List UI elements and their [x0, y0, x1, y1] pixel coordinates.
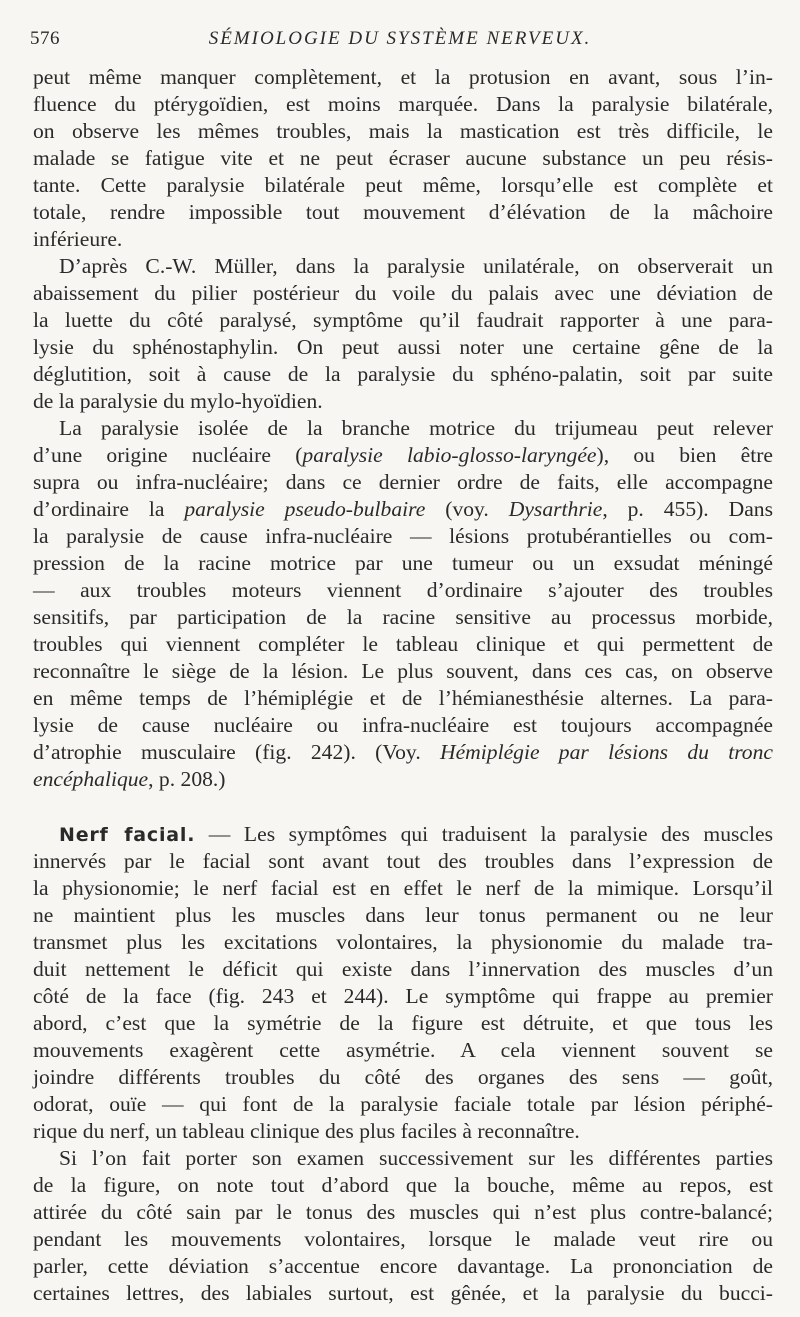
- paragraph-5: [33, 1145, 773, 1307]
- text-line: Nerf facial. — Les symptômes qui traduisent la paralysie des muscles: [59, 822, 773, 846]
- text-line: innervés par le facial sont avant tout des troubles dans l’expression de: [33, 849, 773, 873]
- text-line: inférieure.: [33, 227, 123, 251]
- text-line: d’ordinaire la paralysie pseudo-bulbaire (voy. Dysarthrie, p. 455). Dans: [33, 497, 773, 521]
- section-gap: [33, 793, 773, 821]
- text-line: troubles qui viennent compléter le tableau clinique et qui permettent de: [33, 632, 773, 656]
- text-line: de la figure, on note tout d’abord que la bouche, même au repos, est: [33, 1173, 773, 1197]
- italic-term: paralysie pseudo-bulbaire: [184, 497, 426, 521]
- italic-reference: encéphalique: [33, 767, 149, 791]
- text-line: côté de la face (fig. 243 et 244). Le symptôme qui frappe au premier: [33, 984, 773, 1008]
- text-line: encéphalique, p. 208.): [33, 767, 226, 791]
- text-line: duit nettement le déficit qui existe dans l’innervation des muscles d’un: [33, 957, 773, 981]
- text-line: Si l’on fait porter son examen successivement sur les différentes parties: [59, 1146, 773, 1170]
- text-line: déglutition, soit à cause de la paralysie du sphéno-palatin, soit par suite: [33, 362, 773, 386]
- text-line: mouvements exagèrent cette asymétrie. A cela viennent souvent se: [33, 1038, 773, 1062]
- text-line: joindre différents troubles du côté des organes des sens — goût,: [33, 1065, 773, 1089]
- text-line: la luette du côté paralysé, symptôme qu’il faudrait rapporter à une para-: [33, 308, 773, 332]
- text-line: D’après C.-W. Müller, dans la paralysie unilatérale, on observerait un: [59, 254, 773, 278]
- italic-reference: Dysarthrie: [508, 497, 603, 521]
- text-line: pendant les mouvements volontaires, lorsque le malade veut rire ou: [33, 1227, 773, 1251]
- section-heading: Nerf facial.: [59, 824, 196, 846]
- body-text: [33, 64, 773, 1307]
- text-line: abord, c’est que la symétrie de la figure est détruite, et que tous les: [33, 1011, 773, 1035]
- text-line: pression de la racine motrice par une tumeur ou un exsudat méningé: [33, 551, 773, 575]
- italic-reference: Hémiplégie par lésions du tronc: [440, 740, 773, 764]
- text-line: malade se fatigue vite et ne peut écraser aucune substance un peu résis-: [33, 146, 773, 170]
- text-line: La paralysie isolée de la branche motrice du trijumeau peut relever: [59, 416, 773, 440]
- text-line: abaissement du pilier postérieur du voile du palais avec une déviation de: [33, 281, 773, 305]
- text-line: fluence du ptérygoïdien, est moins marquée. Dans la paralysie bilatérale,: [33, 92, 773, 116]
- text-line: transmet plus les excitations volontaires, la physionomie du malade tra-: [33, 930, 773, 954]
- text-line: parler, cette déviation s’accentue encore davantage. La prononciation de: [33, 1254, 773, 1278]
- text-line: odorat, ouïe — qui font de la paralysie faciale totale par lésion périphé-: [33, 1092, 773, 1116]
- text-line: tante. Cette paralysie bilatérale peut même, lorsqu’elle est complète et: [33, 173, 773, 197]
- text-line: la physionomie; le nerf facial est en effet le nerf de la mimique. Lorsqu’il: [33, 876, 773, 900]
- text-line: supra ou infra-nucléaire; dans ce dernier ordre de faits, elle accompagne: [33, 470, 773, 494]
- paragraph-nerf-facial: [33, 821, 773, 1145]
- running-head: [30, 28, 770, 54]
- text-line: d’atrophie musculaire (fig. 242). (Voy. Hémiplégie par lésions du tronc: [33, 740, 773, 764]
- text-line: d’une origine nucléaire (paralysie labio-glosso-laryngée), ou bien être: [33, 443, 773, 467]
- text-line: certaines lettres, des labiales surtout, est gênée, et la paralysie du bucci-: [33, 1281, 773, 1305]
- page-number: 576: [30, 28, 60, 49]
- text-line: de la paralysie du mylo-hyoïdien.: [33, 389, 323, 413]
- text-line: peut même manquer complètement, et la protusion en avant, sous l’in-: [33, 65, 773, 89]
- text-line: sensitifs, par participation de la racine sensitive au processus morbide,: [33, 605, 773, 629]
- text-line: attirée du côté sain par le tonus des muscles qui n’est plus contre-balancé;: [33, 1200, 773, 1224]
- paragraph-2: [33, 253, 773, 415]
- text-line: — aux troubles moteurs viennent d’ordinaire s’ajouter des troubles: [33, 578, 773, 602]
- text-line: en même temps de l’hémiplégie et de l’hémianesthésie alternes. La para-: [33, 686, 773, 710]
- running-title: SÉMIOLOGIE DU SYSTÈME NERVEUX.: [208, 28, 592, 49]
- text-line: ne maintient plus les muscles dans leur tonus permanent ou ne leur: [33, 903, 773, 927]
- paragraph-1: [33, 64, 773, 253]
- text-line: lysie du sphénostaphylin. On peut aussi noter une certaine gêne de la: [33, 335, 773, 359]
- italic-term: paralysie labio-glosso-laryngée: [302, 443, 597, 467]
- text-line: reconnaître le siège de la lésion. Le plus souvent, dans ces cas, on observe: [33, 659, 773, 683]
- text-line: lysie de cause nucléaire ou infra-nucléaire est toujours accompagnée: [33, 713, 773, 737]
- text-line: totale, rendre impossible tout mouvement d’élévation de la mâchoire: [33, 200, 773, 224]
- text-line: on observe les mêmes troubles, mais la mastication est très difficile, le: [33, 119, 773, 143]
- text-line: rique du nerf, un tableau clinique des plus faciles à reconnaître.: [33, 1119, 580, 1143]
- text-line: la paralysie de cause infra-nucléaire — lésions protubérantielles ou com-: [33, 524, 773, 548]
- paragraph-3: [33, 415, 773, 793]
